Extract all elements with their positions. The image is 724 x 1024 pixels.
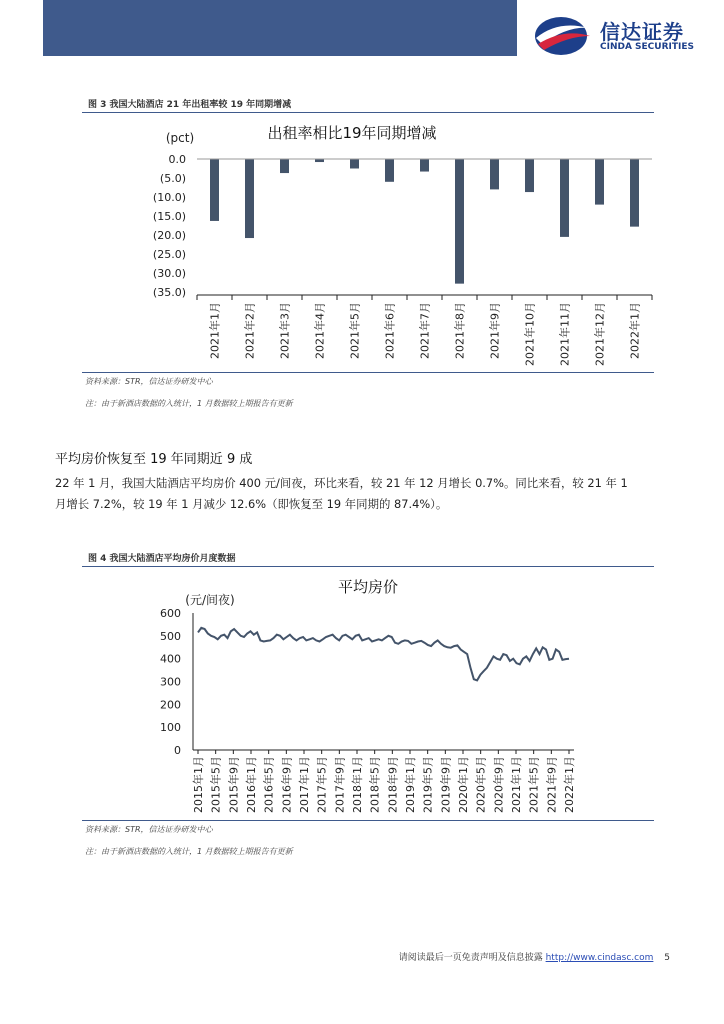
chart-2-xtick-label: 2015年5月 (209, 756, 223, 813)
chart-2-ytick-label: 500 (160, 629, 181, 643)
chart-1-ytick-label: (35.0) (152, 286, 186, 299)
chart-1-bar (525, 159, 534, 192)
chart-1-ytick-label: (5.0) (159, 172, 186, 185)
figure-4-source: 资料来源：STR，信达证券研发中心 (85, 825, 213, 834)
chart-1-xtick-label: 2021年5月 (348, 302, 362, 359)
chart-1-xtick-label: 2021年1月 (208, 302, 222, 359)
chart-1-xtick-label: 2021年9月 (488, 302, 502, 359)
chart-1-xtick-label: 2021年7月 (418, 302, 432, 359)
chart-2-ytick-label: 600 (160, 607, 181, 620)
chart-2-series-line (198, 628, 569, 681)
chart-1-ytick-label: 0.0 (168, 153, 186, 166)
chart-1-bar (595, 159, 604, 205)
room-rate-line-chart (82, 568, 654, 820)
chart-2-xtick-label: 2018年1月 (351, 756, 364, 813)
page-number: 5 (664, 953, 670, 963)
figure-4-chart (82, 568, 654, 820)
chart-1-ylabel: (pct) (165, 131, 195, 145)
chart-2-xtick-label: 2018年5月 (368, 756, 382, 813)
chart-1-xtick-label: 2021年10月 (523, 302, 537, 366)
chart-2-xtick-label: 2016年9月 (280, 756, 294, 813)
chart-1-xtick-label: 2021年4月 (313, 302, 327, 359)
chart-1-xtick-label: 2021年6月 (383, 302, 397, 359)
chart-2-ytick-label: 100 (160, 721, 181, 735)
chart-1-xtick-label: 2021年11月 (558, 302, 572, 366)
chart-2-xtick-label: 2019年1月 (404, 756, 417, 813)
chart-2-xtick-label: 2015年9月 (227, 756, 241, 813)
chart-2-xtick-label: 2015年1月 (192, 756, 205, 813)
paragraph-line-1: 22 年 1 月，我国大陆酒店平均房价 400 元/间夜，环比来看，较 21 年 12 月增长 0.7%。同比来看，较 21 年 1 (55, 476, 628, 490)
chart-2-xtick-label: 2019年9月 (439, 756, 453, 813)
company-logo (528, 14, 698, 58)
chart-1-ytick-label: (15.0) (152, 210, 186, 223)
chart-2-xtick-label: 2017年9月 (333, 756, 347, 813)
chart-1-bar (385, 159, 394, 182)
chart-2-xtick-label: 2017年5月 (315, 756, 329, 813)
header-band (43, 0, 517, 56)
chart-1-xtick-label: 2021年12月 (593, 302, 607, 366)
chart-1-ytick-label: (20.0) (152, 229, 186, 242)
figure-3-bottom-rule (82, 372, 654, 373)
chart-1-bar (350, 159, 359, 169)
chart-2-xtick-label: 2020年9月 (492, 756, 506, 813)
section-title: 平均房价恢复至 19 年同期近 9 成 (55, 452, 253, 467)
chart-2-xtick-label: 2020年5月 (474, 756, 488, 813)
section-paragraph (55, 473, 675, 515)
figure-3-caption: 图 3 我国大陆酒店 21 年出租率较 19 年同期增减 (82, 94, 654, 113)
figure-3-source: 资料来源：STR，信达证券研发中心 (85, 377, 213, 386)
chart-2-ytick-label: 0 (174, 744, 181, 757)
chart-1-bar (560, 159, 569, 237)
chart-2-xtick-label: 2017年1月 (298, 756, 311, 813)
chart-1-bar (280, 159, 289, 173)
chart-2-ytick-label: 300 (160, 675, 181, 689)
chart-1-ytick-label: (25.0) (152, 248, 186, 261)
chart-1-bar (210, 159, 219, 221)
chart-2-ytick-label: 200 (160, 698, 181, 712)
chart-1-bar (420, 159, 429, 172)
chart-1-bar (245, 159, 254, 238)
figure-4-note: 注：由于新酒店数据的入统计，1 月数据较上期报告有更新 (85, 847, 293, 856)
chart-2-xtick-label: 2018年9月 (386, 756, 400, 813)
chart-1-xtick-label: 2021年2月 (243, 302, 257, 359)
logo-text-cn: 信达证券 (600, 20, 684, 44)
chart-2-xtick-label: 2022年1月 (563, 756, 576, 813)
footer-website-link[interactable]: http://www.cindasc.com (545, 953, 654, 963)
chart-2-xtick-label: 2020年1月 (457, 756, 470, 813)
occupancy-bar-chart (82, 114, 654, 372)
figure-4-caption: 图 4 我国大陆酒店平均房价月度数据 (82, 548, 654, 567)
chart-2-xtick-label: 2016年1月 (245, 756, 258, 813)
chart-2-xtick-label: 2021年9月 (545, 756, 559, 813)
chart-1-title: 出租率相比19年同期增减 (267, 124, 437, 142)
chart-2-xtick-label: 2021年5月 (527, 756, 541, 813)
logo-emblem-icon (528, 14, 594, 58)
paragraph-line-2: 月增长 7.2%，较 19 年 1 月减少 12.6%（即恢复至 19 年同期的 87.4%）。 (55, 497, 448, 511)
figure-3-chart (82, 114, 654, 372)
chart-1-bar (630, 159, 639, 227)
chart-2-xtick-label: 2019年5月 (421, 756, 435, 813)
figure-4-bottom-rule (82, 820, 654, 821)
chart-1-ytick-label: (10.0) (152, 191, 186, 204)
chart-1-ytick-label: (30.0) (152, 267, 186, 280)
footer-disclaimer: 请阅读最后一页免责声明及信息披露 (398, 953, 543, 963)
chart-1-xtick-label: 2021年8月 (453, 302, 467, 359)
chart-2-title: 平均房价 (337, 578, 399, 596)
chart-2-xtick-label: 2016年5月 (262, 756, 276, 813)
chart-1-xtick-label: 2021年3月 (278, 302, 292, 359)
chart-1-xtick-label: 2022年1月 (628, 302, 642, 359)
chart-1-bar (455, 159, 464, 284)
chart-2-xtick-label: 2021年1月 (510, 756, 523, 813)
chart-1-bar (490, 159, 499, 189)
chart-2-ylabel: (元/间夜) (185, 593, 235, 607)
chart-2-ytick-label: 400 (160, 652, 181, 666)
figure-3-note: 注：由于新酒店数据的入统计，1 月数据较上期报告有更新 (85, 399, 293, 408)
page-footer (399, 950, 670, 963)
logo-text-en: CINDA SECURITIES (600, 42, 694, 52)
